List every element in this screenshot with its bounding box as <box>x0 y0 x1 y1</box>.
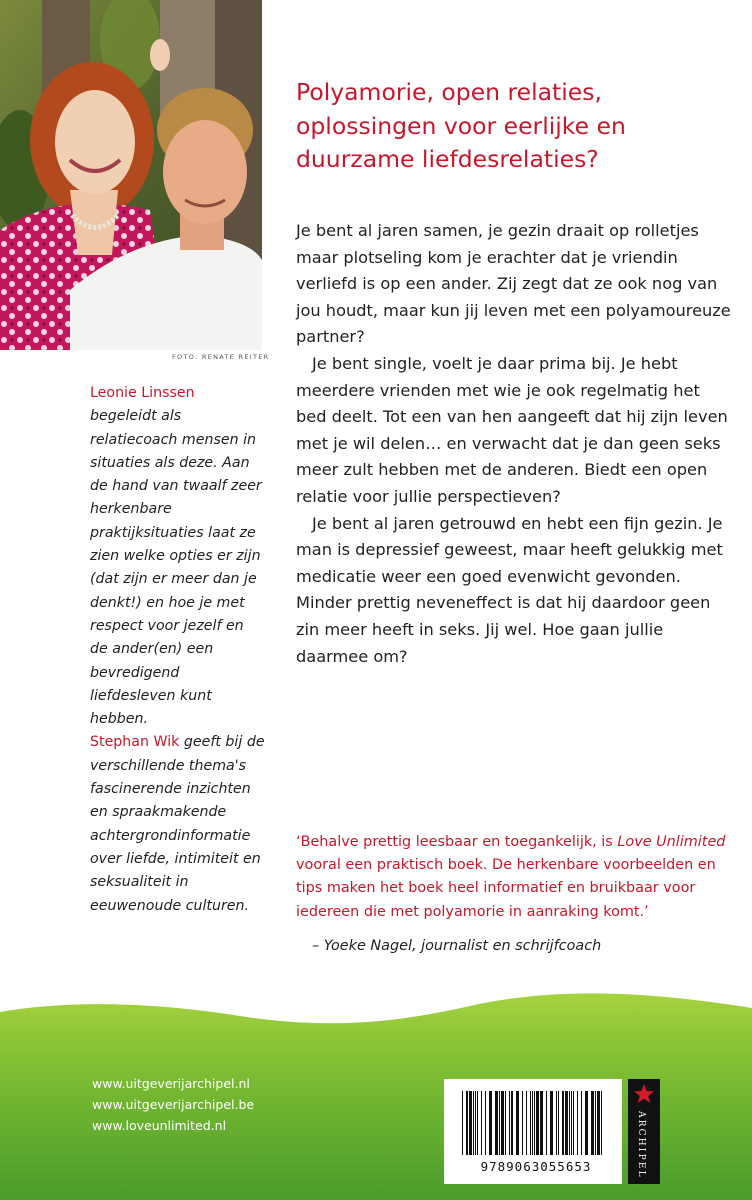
barcode-bar <box>475 1091 476 1155</box>
barcode-bar <box>546 1091 547 1155</box>
barcode-bar <box>501 1091 504 1155</box>
barcode-bar <box>585 1091 588 1155</box>
barcode-bar <box>530 1091 531 1155</box>
author-name-leonie: Leonie Linssen <box>90 385 195 401</box>
blurb-paragraph-3: Je bent al jaren getrouwd en hebt een fijn gezin. Je man is depressief geweest, maar heeft gelukkig met medicatie weer een goed evenwicht gevonden. Minder prettig neveneffect is dat hij daardoor geen zin meer heeft in seks. Jij wel. Hoe gaan jullie daarmee om? <box>296 513 723 666</box>
author-name-stephan: Stephan Wik <box>90 734 180 751</box>
blurb-paragraph-1: Je bent al jaren samen, je gezin draait op rolletjes maar plotseling kom je erachter dat je vriendin verliefd is op een ander. Zij zegt dat ze ook nog van jou houdt, maar kun jij leven met een polyamoureuze partner? <box>296 221 731 347</box>
barcode-bar <box>532 1091 533 1155</box>
barcode-bar <box>516 1091 519 1155</box>
barcode-bar <box>591 1091 594 1155</box>
star-icon <box>633 1083 655 1105</box>
barcode-bar <box>473 1091 474 1155</box>
author-photo-illustration <box>0 0 262 350</box>
barcode-bar <box>526 1091 527 1155</box>
publisher-logo <box>628 1079 660 1184</box>
barcode <box>444 1079 622 1184</box>
barcode-bar <box>556 1091 557 1155</box>
author-bio-stephan-text: geeft bij de verschillende thema's fascinerende inzichten en spraakmakende achtergrondinformatie over liefde, intimiteit en seksualiteit in eeuwenoude culturen. <box>90 734 265 914</box>
barcode-bar <box>595 1091 596 1155</box>
photo-credit: FOTO: RENATE REITER <box>172 353 270 361</box>
barcode-bar <box>485 1091 486 1155</box>
barcode-bars <box>460 1091 608 1155</box>
barcode-bar <box>562 1091 564 1155</box>
barcode-bar <box>558 1091 559 1155</box>
barcode-bar <box>565 1091 568 1155</box>
publisher-logo-text: ARCHIPEL <box>636 1111 646 1179</box>
barcode-bar <box>550 1091 553 1155</box>
author-bio <box>90 382 265 918</box>
barcode-bar <box>581 1091 582 1155</box>
headline-line-3: duurzame liefdesrelaties? <box>296 145 599 173</box>
barcode-bar <box>462 1091 463 1155</box>
barcode-bar <box>466 1091 468 1155</box>
barcode-bar <box>601 1091 602 1155</box>
publisher-urls <box>92 1073 254 1136</box>
author-bio-leonie-text: begeleidt als relatiecoach mensen in situaties als deze. Aan de hand van twaalf zeer herkenbare praktijksituaties laat ze zien welke opties er zijn (dat zijn er meer dan je denkt!) en hoe je met respect voor jezelf en de ander(en) een bevredigend liefdesleven kunt hebben. <box>90 408 262 728</box>
headline <box>296 76 736 177</box>
barcode-bar <box>489 1091 492 1155</box>
barcode-bar <box>540 1091 543 1155</box>
barcode-bar <box>511 1091 513 1155</box>
review-quote-part-1: ‘Behalve prettig leesbaar en toegankelijk, is <box>296 834 618 850</box>
barcode-bar <box>509 1091 510 1155</box>
barcode-bar <box>571 1091 572 1155</box>
barcode-bar <box>597 1091 600 1155</box>
review-quote-part-2: vooral een praktisch boek. De herkenbare voorbeelden en tips maken het boek heel informatief en bruikbaar voor iedereen die met polyamorie in aanraking komt.’ <box>296 857 716 920</box>
headline-line-2: oplossingen voor eerlijke en <box>296 111 626 140</box>
barcode-bar <box>573 1091 574 1155</box>
isbn-number: 9789063055653 <box>480 1159 592 1174</box>
barcode-bar <box>477 1091 478 1155</box>
blurb-paragraph-2: Je bent single, voelt je daar prima bij. Je hebt meerdere vrienden met wie je ook regelmatig het bed deelt. Tot een van hen aangeeft dat hij zijn leven met je wil delen… en verwacht dat je dan geen seks meer zult hebben met de anderen. Biedt een open relatie voor jullie perspectieven? <box>296 353 728 506</box>
author-photo <box>0 0 262 350</box>
url-loveunlimited[interactable]: www.loveunlimited.nl <box>92 1118 227 1133</box>
barcode-bar <box>469 1091 472 1155</box>
barcode-bar <box>499 1091 500 1155</box>
barcode-bar <box>522 1091 523 1155</box>
url-archipel-be[interactable]: www.uitgeverijarchipel.be <box>92 1097 255 1112</box>
barcode-bar <box>569 1091 570 1155</box>
barcode-bar <box>505 1091 506 1155</box>
author-bio-leonie <box>90 382 265 731</box>
barcode-bar <box>536 1091 539 1155</box>
headline-line-1: Polyamorie, open relaties, <box>296 78 602 106</box>
barcode-bar <box>534 1091 535 1155</box>
green-footer <box>0 990 752 1200</box>
barcode-bar <box>495 1091 498 1155</box>
review-quote-book-title: Love Unlimited <box>617 834 726 850</box>
review-attribution: – Yoeke Nagel, journalist en schrijfcoach <box>312 938 602 954</box>
blurb <box>296 218 732 670</box>
author-bio-stephan <box>90 731 265 917</box>
url-archipel-nl[interactable]: www.uitgeverijarchipel.nl <box>92 1076 250 1091</box>
barcode-bar <box>481 1091 482 1155</box>
barcode-bar <box>577 1091 578 1155</box>
review-quote <box>296 831 732 924</box>
